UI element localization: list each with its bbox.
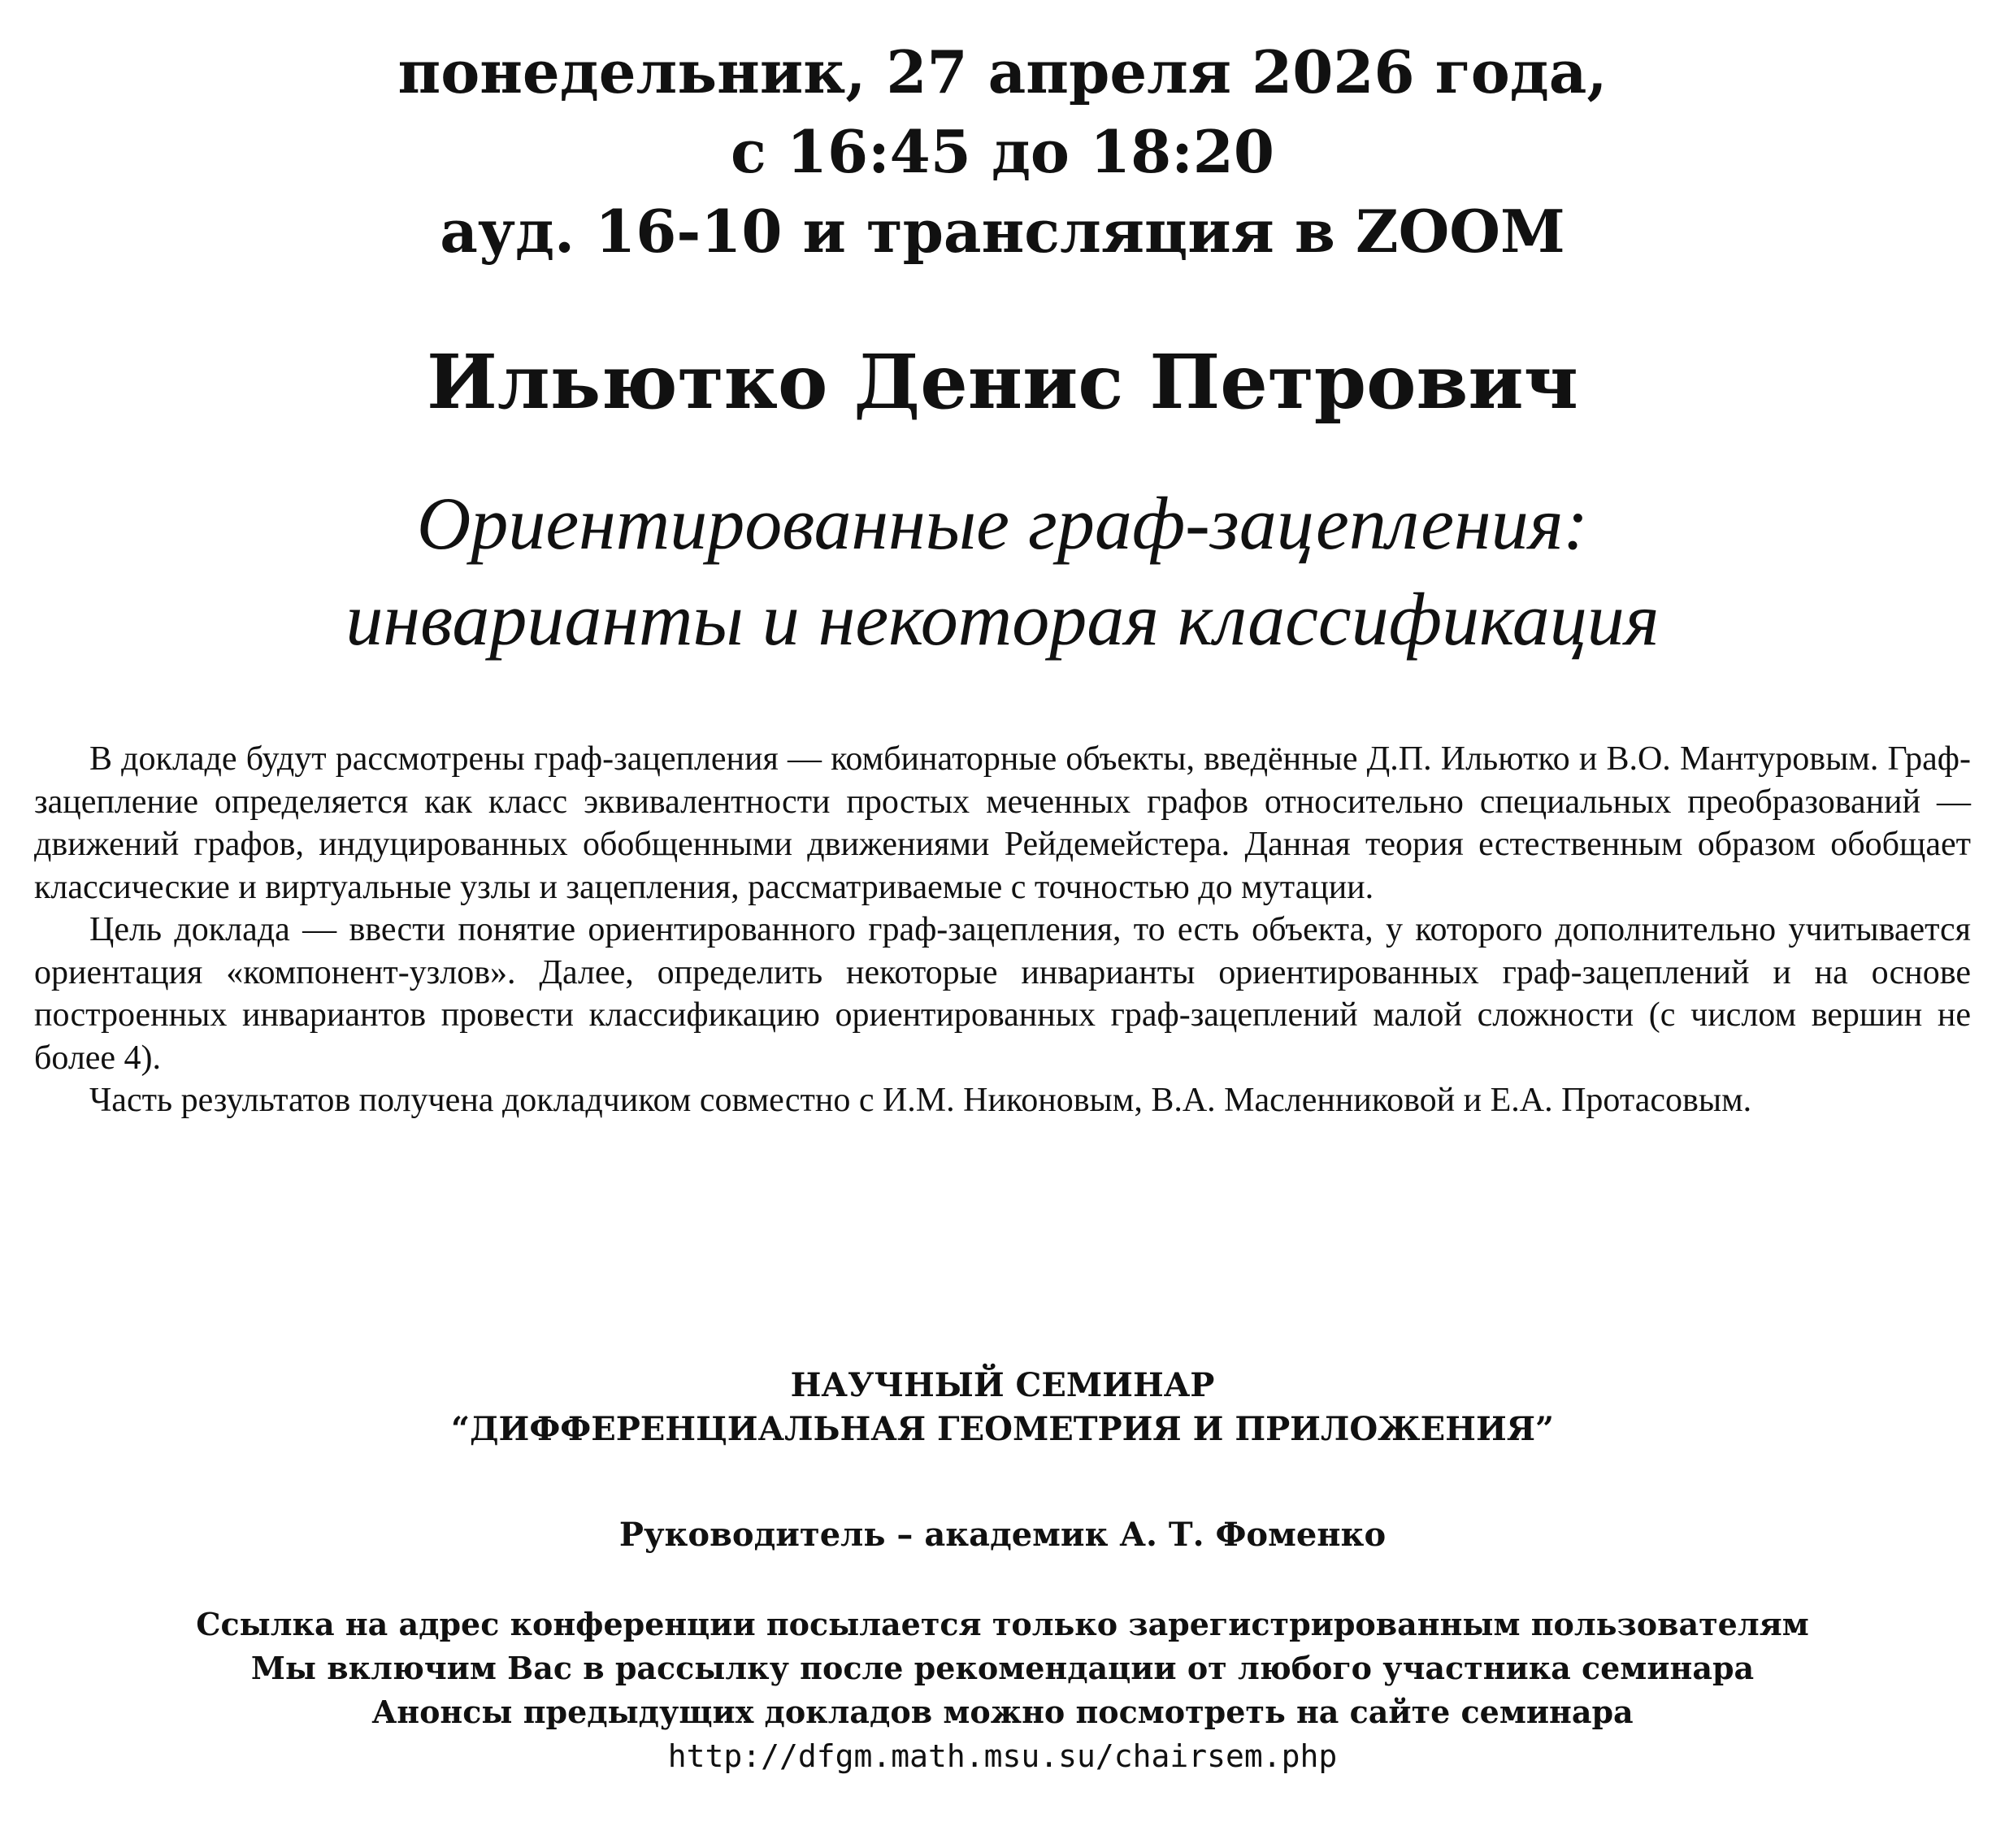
seminar-url-link[interactable]: http://dfgm.math.msu.su/chairsem.php [667, 1738, 1338, 1774]
seminar-block [0, 1364, 2005, 1451]
talk-title-line-1: Ориентированные граф-зацепления: [416, 482, 1589, 565]
event-location: ауд. 16-10 и трансляция в ZOOM [440, 197, 1565, 266]
event-date: понедельник, 27 апреля 2026 года, [397, 37, 1608, 106]
seminar-head: Руководитель – академик А. Т. Фоменко [618, 1516, 1387, 1554]
notice-block [0, 1603, 2005, 1778]
talk-title-line-2: инварианты и некоторая классификация [345, 578, 1660, 661]
seminar-name: “ДИФФЕРЕНЦИАЛЬНАЯ ГЕОМЕТРИЯ И ПРИЛОЖЕНИЯ” [450, 1410, 1555, 1448]
event-time: с 16:45 до 18:20 [731, 117, 1274, 186]
speaker-name: Ильютко Денис Петрович [427, 338, 1578, 426]
abstract-paragraph-1: В докладе будут рассмотрены граф-зацепления — комбинаторные объекты, введённые Д.П. Ильютко и В.О. Мантуровым. Граф-зацепление определяется как класс эквивалентности простых меченных графов относительно специальных преобразований — движений графов, индуцированных обобщенными движениями Рейдемейстера. Данная теория естественным образом обобщает классические и виртуальные узлы и зацепления, рассматриваемые с точностью до мутации. [34, 740, 1971, 906]
abstract-paragraph-2: Цель доклада — ввести понятие ориентированного граф-зацепления, то есть объекта, у которого дополнительно учитывается ориентация «компонент-узлов». Далее, определить некоторые инварианты ориентированных граф-зацеплений и на основе построенных инвариантов провести классификацию ориентированных граф-зацеплений малой сложности (с числом вершин не более 4). [34, 911, 1971, 1077]
abstract-paragraph-3: Часть результатов получена докладчиком совместно с И.М. Никоновым, В.А. Масленниковой и Е.А. Протасовым. [89, 1082, 1752, 1119]
talk-title [0, 475, 2005, 667]
notice-line-1: Ссылка на адрес конференции посылается только зарегистрированным пользователям [196, 1606, 1809, 1642]
abstract [34, 738, 1971, 1122]
notice-line-3: Анонсы предыдущих докладов можно посмотреть на сайте семинара [371, 1694, 1634, 1730]
event-header [0, 33, 2005, 271]
notice-line-2: Мы включим Вас в рассылку после рекомендации от любого участника семинара [250, 1650, 1755, 1686]
seminar-label: НАУЧНЫЙ СЕМИНАР [790, 1366, 1215, 1404]
